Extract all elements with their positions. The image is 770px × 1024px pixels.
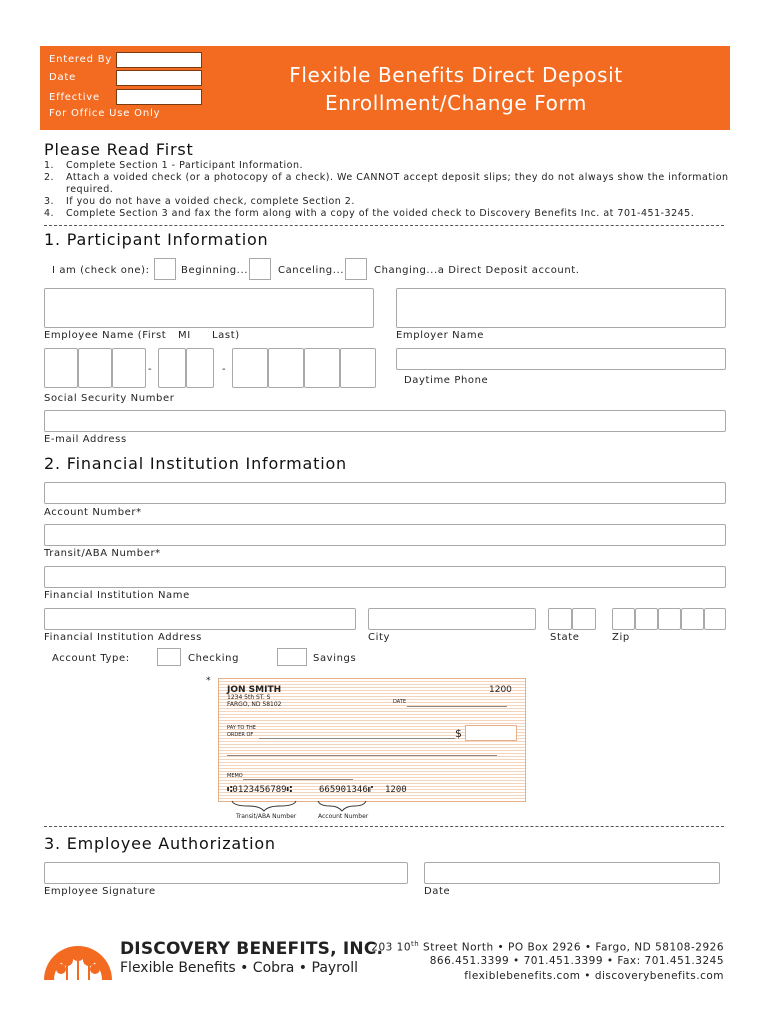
- check-address2: FARGO, ND 58102: [227, 701, 282, 708]
- ssn-label: Social Security Number: [44, 393, 175, 404]
- ssn-digit-box[interactable]: [44, 348, 78, 388]
- please-read-heading: Please Read First: [44, 140, 194, 159]
- effective-label: Effective: [49, 92, 100, 103]
- employer-name-field[interactable]: [396, 288, 726, 328]
- zip-label: Zip: [612, 632, 630, 643]
- daytime-phone-label: Daytime Phone: [404, 375, 489, 386]
- instruction-item: 2. Attach a voided check (or a photocopy of a check). We CANNOT accept deposit slips; they do not always show the information required.: [44, 172, 729, 195]
- ssn-digit-box[interactable]: [340, 348, 376, 388]
- last-label: Last): [212, 330, 240, 341]
- transit-field[interactable]: [44, 524, 726, 546]
- beginning-checkbox[interactable]: [154, 258, 176, 280]
- company-name: DISCOVERY BENEFITS, INC.: [120, 939, 384, 959]
- footer-address: 203 10th Street North • PO Box 2926 • Fargo, ND 58108-2926: [371, 940, 724, 954]
- divider: [44, 826, 724, 827]
- date-label: Date: [49, 72, 77, 83]
- canceling-label: Canceling...: [278, 265, 345, 276]
- office-use-label: For Office Use Only: [49, 108, 161, 119]
- section1-heading: 1. Participant Information: [44, 230, 269, 249]
- check-caption-transit: Transit/ABA Number: [236, 813, 297, 820]
- instruction-item: 1. Complete Section 1 - Participant Information.: [44, 160, 304, 171]
- state-box[interactable]: [548, 608, 572, 630]
- check-payto-1: PAY TO THE: [227, 725, 256, 731]
- zip-box[interactable]: [704, 608, 726, 630]
- changing-label: Changing...a Direct Deposit account.: [374, 265, 580, 276]
- employer-name-label: Employer Name: [396, 330, 484, 341]
- checking-checkbox[interactable]: [157, 648, 181, 666]
- check-memo-label: MEMO: [227, 773, 243, 779]
- check-amount-box: [465, 725, 517, 741]
- mi-label: MI: [178, 330, 191, 341]
- check-micr-number: 1200: [385, 785, 407, 795]
- check-brackets: [228, 800, 378, 812]
- changing-checkbox[interactable]: [345, 258, 367, 280]
- ssn-digit-box[interactable]: [158, 348, 186, 388]
- zip-box[interactable]: [635, 608, 658, 630]
- office-date-field[interactable]: [116, 70, 202, 86]
- check-name: JON SMITH: [227, 685, 282, 695]
- zip-box[interactable]: [612, 608, 635, 630]
- beginning-label: Beginning...: [181, 265, 249, 276]
- savings-checkbox[interactable]: [277, 648, 307, 666]
- transit-label: Transit/ABA Number*: [44, 548, 161, 559]
- entered-by-label: Entered By: [49, 54, 113, 65]
- fi-name-field[interactable]: [44, 566, 726, 588]
- daytime-phone-field[interactable]: [396, 348, 726, 370]
- email-label: E-mail Address: [44, 434, 127, 445]
- check-one-label: I am (check one):: [52, 265, 150, 276]
- account-number-label: Account Number*: [44, 507, 142, 518]
- discovery-benefits-logo-icon: [40, 928, 116, 982]
- ssn-digit-box[interactable]: [268, 348, 304, 388]
- email-field[interactable]: [44, 410, 726, 432]
- check-payee-line: [259, 738, 455, 739]
- employee-name-field[interactable]: [44, 288, 374, 328]
- section2-heading: 2. Financial Institution Information: [44, 454, 347, 473]
- ssn-digit-box[interactable]: [304, 348, 340, 388]
- instruction-item: 4. Complete Section 3 and fax the form along with a copy of the voided check to Discovery Benefits Inc. at 701-451-3245.: [44, 208, 695, 219]
- zip-box[interactable]: [681, 608, 704, 630]
- ssn-digit-box[interactable]: [78, 348, 112, 388]
- check-payto-2: ORDER OF: [227, 732, 254, 738]
- employee-signature-field[interactable]: [44, 862, 408, 884]
- check-address1: 1234 5th ST. S: [227, 694, 271, 701]
- savings-label: Savings: [313, 653, 357, 664]
- zip-box[interactable]: [658, 608, 681, 630]
- ssn-digit-box[interactable]: [112, 348, 146, 388]
- fi-name-label: Financial Institution Name: [44, 590, 190, 601]
- form-title-line1: Flexible Benefits Direct Deposit: [289, 63, 623, 87]
- fi-address-field[interactable]: [44, 608, 356, 630]
- state-label: State: [550, 632, 580, 643]
- sample-check-image: [218, 678, 526, 802]
- instructions-list: [44, 160, 730, 220]
- divider: [44, 225, 724, 226]
- ssn-digit-box[interactable]: [186, 348, 214, 388]
- employee-name-label: Employee Name (First: [44, 330, 167, 341]
- signature-date-label: Date: [424, 886, 451, 897]
- check-date-line: [407, 706, 507, 707]
- footer-phones: 866.451.3399 • 701.451.3399 • Fax: 701.451.3245: [429, 955, 724, 967]
- check-micr-transit: ⑆0123456789⑆: [227, 785, 292, 795]
- instruction-item: 3. If you do not have a voided check, complete Section 2.: [44, 196, 355, 207]
- account-number-field[interactable]: [44, 482, 726, 504]
- fi-address-label: Financial Institution Address: [44, 632, 202, 643]
- account-type-label: Account Type:: [52, 653, 130, 664]
- check-number: 1200: [489, 685, 512, 695]
- check-memo-line: [243, 779, 353, 780]
- state-box[interactable]: [572, 608, 596, 630]
- check-caption-account: Account Number: [318, 813, 369, 820]
- ssn-digit-box[interactable]: [232, 348, 268, 388]
- form-header: [40, 46, 730, 130]
- company-tagline: Flexible Benefits • Cobra • Payroll: [120, 960, 358, 976]
- city-label: City: [368, 632, 390, 643]
- form-title-line2: Enrollment/Change Form: [325, 91, 587, 115]
- check-micr-account: 665901346⑈: [319, 785, 374, 795]
- ssn-dash: -: [222, 364, 227, 375]
- check-amount-line: [227, 755, 497, 756]
- ssn-dash: -: [148, 364, 153, 375]
- check-dollar-sign: $: [455, 727, 462, 740]
- canceling-checkbox[interactable]: [249, 258, 271, 280]
- entered-by-field[interactable]: [116, 52, 202, 68]
- employee-signature-label: Employee Signature: [44, 886, 156, 897]
- effective-field[interactable]: [116, 89, 202, 105]
- section3-heading: 3. Employee Authorization: [44, 834, 276, 853]
- signature-date-field[interactable]: [424, 862, 720, 884]
- footer-web: flexiblebenefits.com • discoverybenefits.com: [464, 970, 724, 982]
- city-field[interactable]: [368, 608, 536, 630]
- checking-label: Checking: [188, 653, 240, 664]
- check-date-label: DATE: [393, 699, 407, 705]
- check-asterisk: *: [206, 676, 212, 686]
